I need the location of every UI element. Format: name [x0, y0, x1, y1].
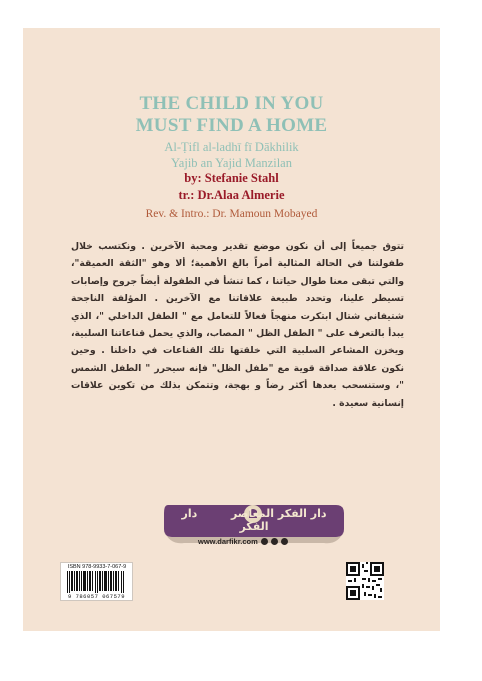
isbn-digits: 9 786057 067579 [67, 593, 125, 600]
translator-credit: tr.: Dr.Alaa Almerie [178, 188, 285, 202]
website-text: www.darfikr.com [198, 537, 258, 546]
author-credit: by: Stefanie Stahl [184, 171, 279, 185]
instagram-icon [271, 538, 278, 545]
publisher-name-left: دار الفكر [181, 507, 269, 533]
review-credit: Rev. & Intro.: Dr. Mamoun Mobayed [145, 208, 318, 220]
qr-code[interactable] [346, 562, 384, 600]
publisher-website [198, 537, 308, 546]
title-line-2: MUST FIND A HOME [135, 115, 328, 136]
publisher-names [170, 507, 338, 533]
blurb-text: تتوق جميعاً إلى أن نكون موضع تقدير ومحبة الآخرين . ونكتسب خلال طفولتنا في الحالة المثالية أمراً بالغ الأهمية؛ ألا وهو "الثقة العميقة"، والتي تبقى معنا طوال حياتنا ، كما تنشأ في الطفولة أيضاً جروح وإصابات تسيطر علينا، وتحدد طبيعة علاقاتنا مع الآخرين . المؤلفة الناجحة شتيفاني شتال ابتكرت منهجاً فعالاً للتعامل مع " الطفل الداخلي "، الذي يبدأ بالتعرف على " الطفل الظل " المصاب، والذي يحمل قناعاتنا السلبية، ويخزن المشاعر السلبية التي خلقتها تلك القناعات في داخلنا . وحين نكون علاقة صداقة قوية مع "طفل الظل" فإنه سيحرر " الطفل الشمس "، وستنسحب بعدها أكثر رضاً و بهجة، وتتمكن بذلك من تكوين علاقات إنسانية سعيدة . [71, 241, 404, 409]
transliteration-line-2: Yajib an Yajid Manzilan [171, 156, 292, 170]
book-back-cover [23, 28, 440, 631]
title-line-1: THE CHILD IN YOU [139, 93, 324, 114]
facebook-icon [261, 538, 268, 545]
twitter-icon [281, 538, 288, 545]
isbn-barcode [60, 562, 133, 601]
publisher-name-right: دار الفكر المعاصر [230, 507, 327, 520]
transliteration-line-1: Al-Ṭifl al-ladhī fī Dākhilik [164, 140, 299, 154]
isbn-label: ISBN 978-9933-7-067-9 [67, 564, 127, 570]
